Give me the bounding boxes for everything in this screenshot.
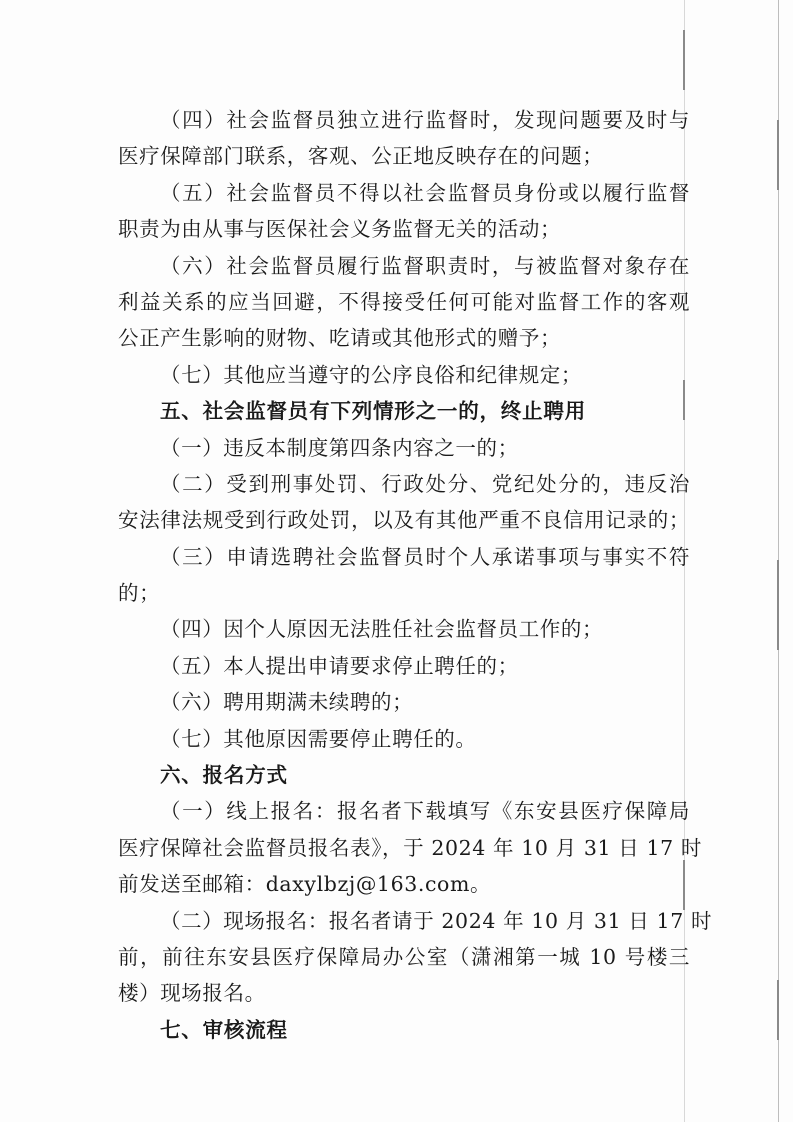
paragraph-line: 利益关系的应当回避，不得接受任何可能对监督工作的客观 bbox=[118, 289, 690, 314]
paragraph-line: （二）受到刑事处罚、行政处分、党纪处分的，违反治 bbox=[160, 471, 690, 496]
paragraph-line: （四）社会监督员独立进行监督时，发现问题要及时与 bbox=[160, 108, 690, 132]
paragraph-line: （七）其他原因需要停止聘任的。 bbox=[160, 726, 477, 751]
paragraph-line: 医疗保障部门联系，客观、公正地反映存在的问题； bbox=[118, 144, 604, 169]
paragraph-line: （一）违反本制度第四条内容之一的； bbox=[160, 435, 519, 460]
paragraph-line: （一）线上报名：报名者下载填写《东安县医疗保障局 bbox=[160, 799, 690, 824]
section-heading: 七、审核流程 bbox=[160, 1017, 288, 1042]
paragraph-line: （六）聘用期满未续聘的； bbox=[160, 690, 414, 715]
paragraph-line: （三）申请选聘社会监督员时个人承诺事项与事实不符 bbox=[160, 544, 690, 569]
paragraph-line: 前，前往东安县医疗保障局办公室（潇湘第一城 10 号楼三 bbox=[118, 944, 690, 969]
scan-mark bbox=[777, 980, 779, 1040]
paragraph-line: （四）因个人原因无法胜任社会监督员工作的； bbox=[160, 617, 604, 642]
scan-mark bbox=[777, 120, 779, 190]
paragraph-line: 公正产生影响的财物、吃请或其他形式的赠予； bbox=[118, 326, 562, 351]
paragraph-line: 的； bbox=[118, 581, 161, 606]
scan-mark bbox=[683, 30, 685, 90]
section-heading: 六、报名方式 bbox=[160, 763, 288, 788]
paragraph-line: 前发送至邮箱：daxylbzj@163.com。 bbox=[118, 872, 492, 897]
paragraph-line: 职责为由从事与医保社会义务监督无关的活动； bbox=[118, 217, 562, 242]
paragraph-line: （二）现场报名：报名者请于 2024 年 10 月 31 日 17 时 bbox=[160, 908, 713, 933]
paragraph-line: （五）社会监督员不得以社会监督员身份或以履行监督 bbox=[160, 180, 690, 205]
paragraph-line: 医疗保障社会监督员报名表》，于 2024 年 10 月 31 日 17 时 bbox=[118, 835, 703, 860]
document-body bbox=[118, 102, 713, 1048]
paragraph-line: （六）社会监督员履行监督职责时，与被监督对象存在 bbox=[160, 253, 690, 278]
paragraph-line: 楼）现场报名。 bbox=[118, 981, 266, 1006]
paragraph-line: （五）本人提出申请要求停止聘任的； bbox=[160, 653, 519, 678]
paragraph-line: 安法律法规受到行政处罚，以及有其他严重不良信用记录的； bbox=[118, 508, 690, 533]
scan-mark bbox=[777, 560, 779, 650]
paragraph-line: （七）其他应当遵守的公序良俗和纪律规定； bbox=[160, 362, 582, 387]
section-heading: 五、社会监督员有下列情形之一的，终止聘用 bbox=[160, 399, 586, 424]
